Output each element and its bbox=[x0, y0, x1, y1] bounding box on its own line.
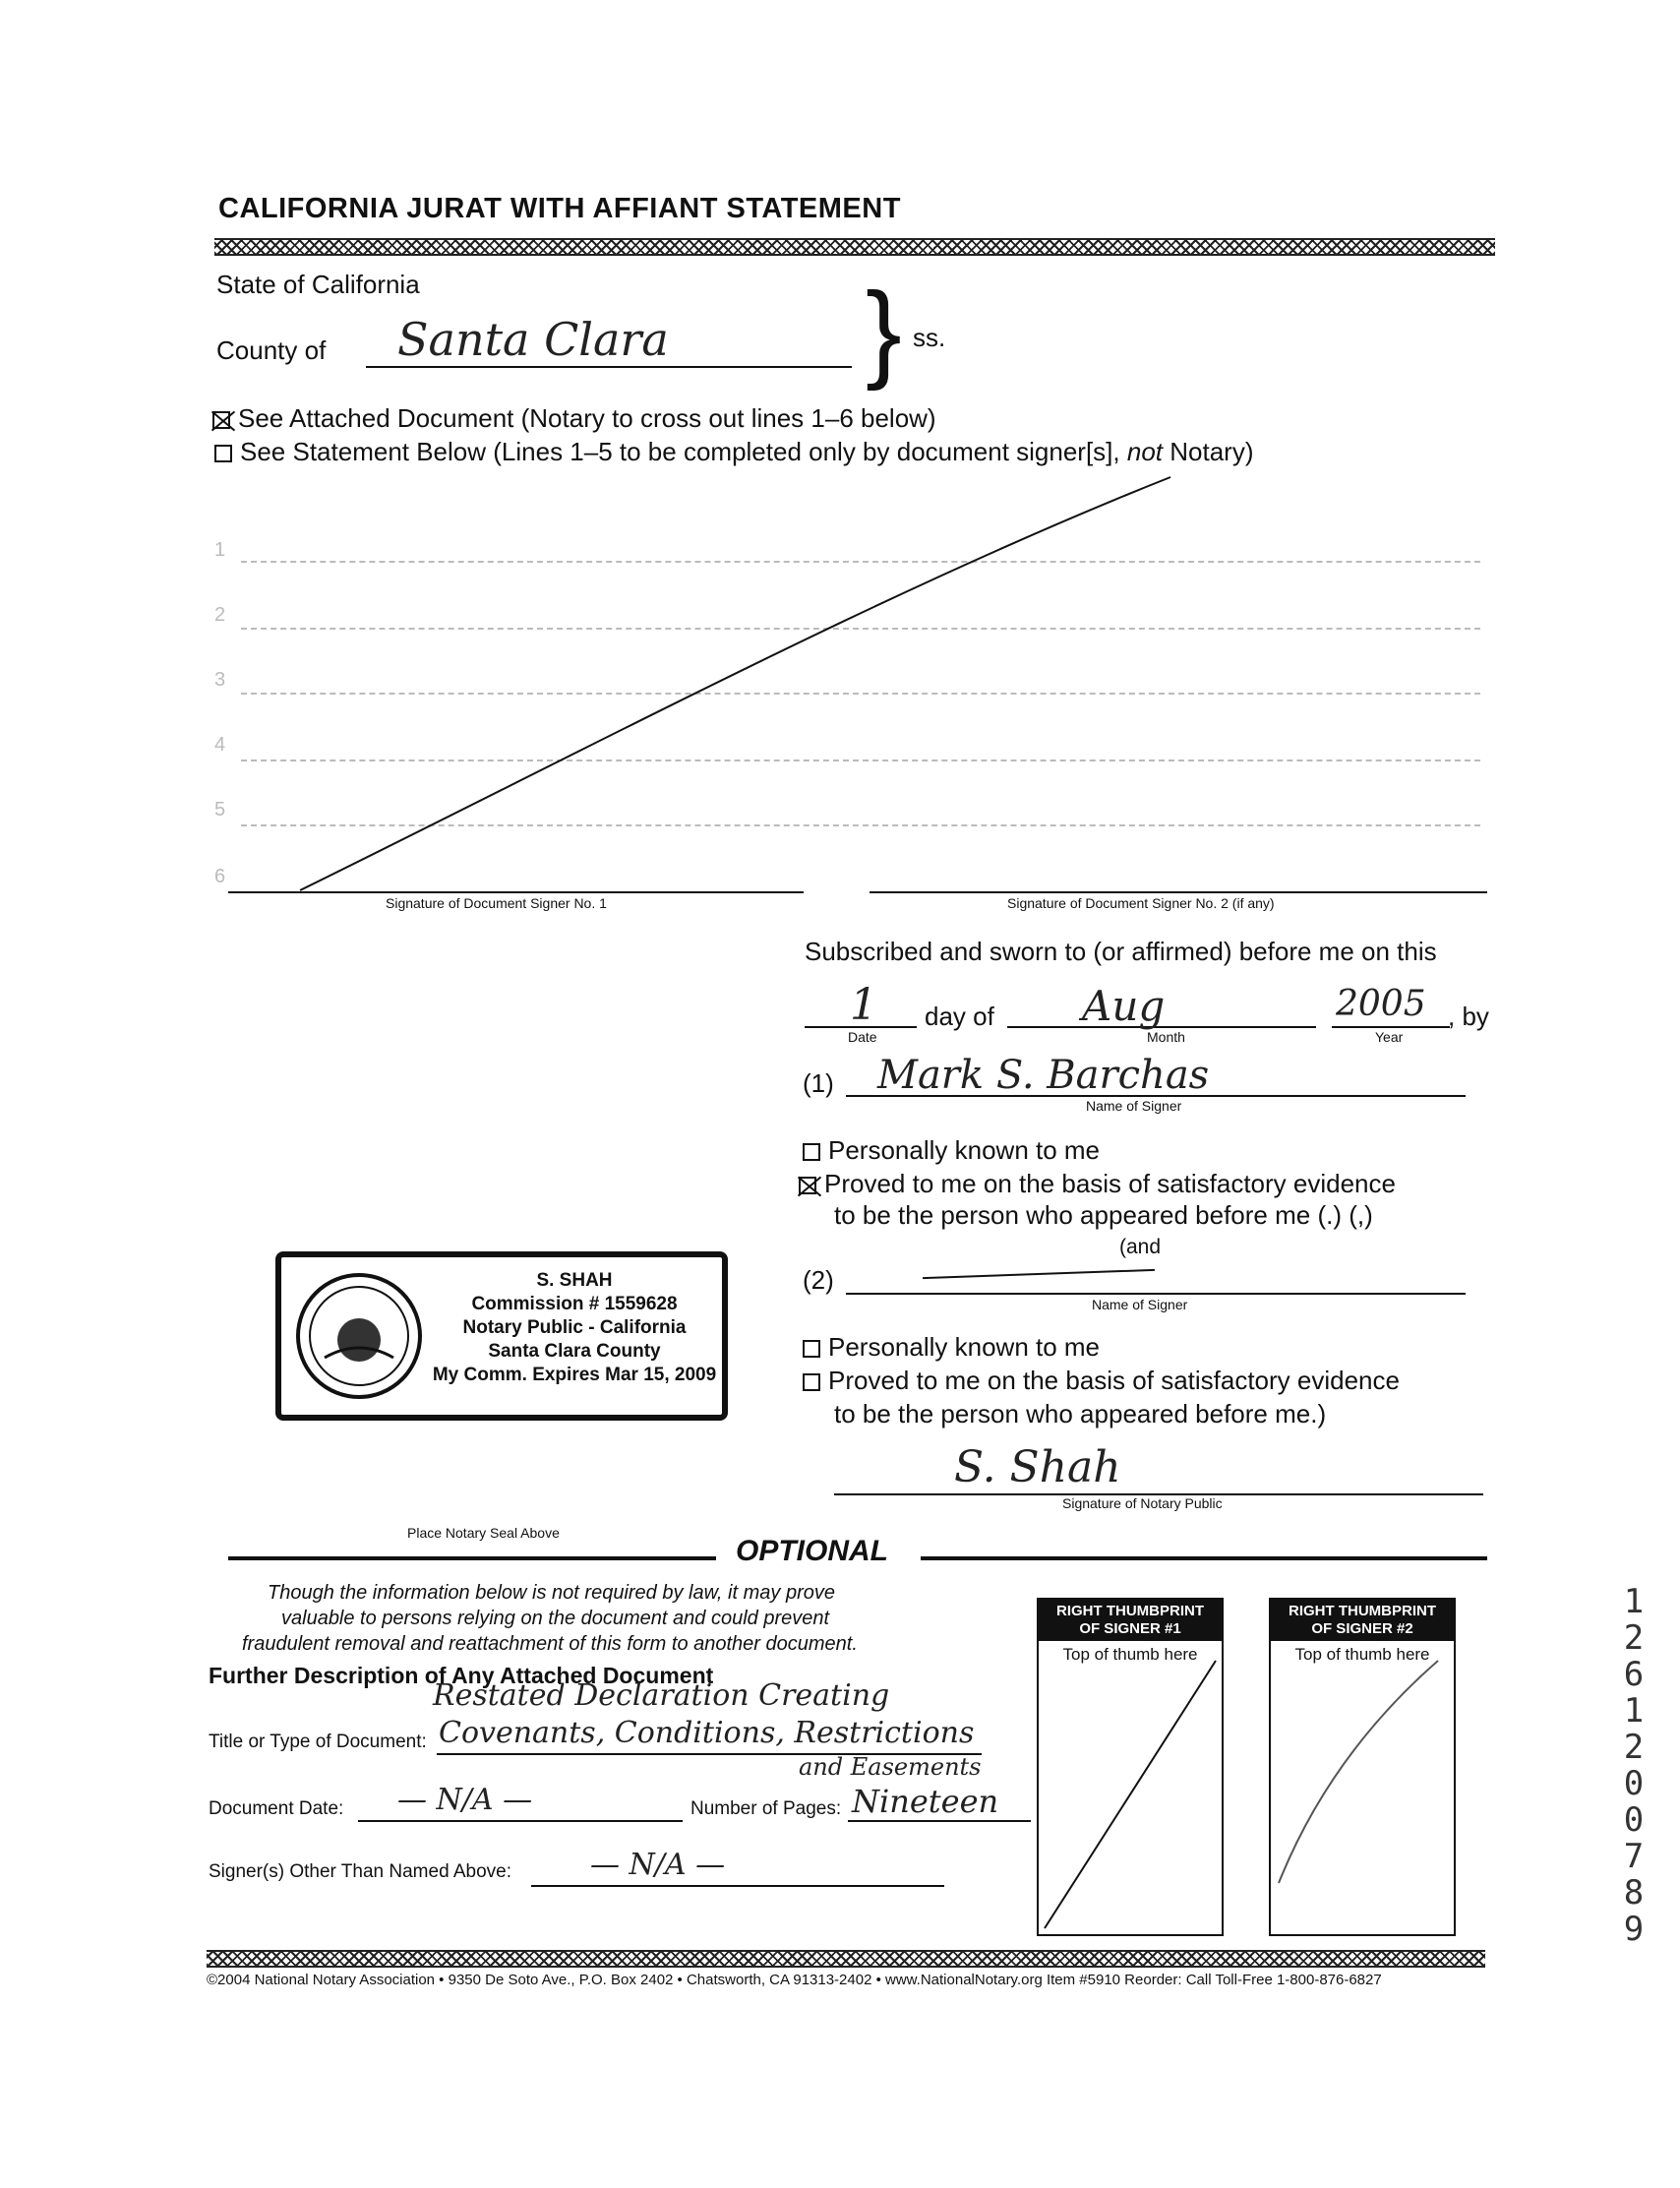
thumbprint-box-2[interactable] bbox=[1269, 1598, 1456, 1936]
year-line bbox=[1332, 1026, 1450, 1028]
date-caption: Date bbox=[848, 1029, 877, 1045]
proved-2 bbox=[803, 1366, 1400, 1396]
seal-title: Notary Public - California bbox=[462, 1317, 687, 1338]
thumbprint-box-1[interactable] bbox=[1037, 1598, 1224, 1936]
optional-rule-left bbox=[228, 1556, 716, 1560]
ss-label: ss. bbox=[913, 323, 946, 352]
thumbprint-1-cross-stroke bbox=[1039, 1647, 1222, 1936]
thumbprint-2-header-line2: OF SIGNER #2 bbox=[1311, 1620, 1413, 1637]
checkbox-personally-known-1[interactable] bbox=[803, 1143, 820, 1161]
signer2-name-line bbox=[846, 1293, 1466, 1295]
personally-known-1 bbox=[803, 1135, 1100, 1166]
line-number-2: 2 bbox=[214, 604, 226, 626]
optional-note-1: Though the information below is not required by law, it may prove bbox=[268, 1582, 835, 1604]
california-seal-icon bbox=[295, 1269, 423, 1403]
line-number-6: 6 bbox=[214, 866, 226, 887]
side-document-number: 1 2 6 1 2 0 0 7 8 9 bbox=[1623, 1582, 1645, 1949]
other-signers-field[interactable]: — N/A — bbox=[590, 1848, 726, 1882]
signer2-dash-stroke bbox=[923, 1269, 1155, 1279]
thumbprint-2-header-line1: RIGHT THUMBPRINT bbox=[1289, 1603, 1436, 1619]
option-statement-prefix: See Statement Below (Lines 1–5 to be completed only by document signer[s], bbox=[240, 437, 1127, 466]
seal-expires: My Comm. Expires Mar 15, 2009 bbox=[432, 1365, 717, 1385]
brace-icon: } bbox=[866, 271, 902, 392]
decorative-border-bottom bbox=[207, 1950, 1485, 1968]
further-description-heading: Further Description of Any Attached Document bbox=[209, 1663, 714, 1688]
other-signers-label: Signer(s) Other Than Named Above: bbox=[209, 1861, 512, 1882]
proved-1-label: Proved to me on the basis of satisfactory evidence bbox=[824, 1169, 1396, 1198]
doc-title-label: Title or Type of Document: bbox=[209, 1732, 427, 1752]
line-number-5: 5 bbox=[214, 799, 226, 820]
thumbprint-2-cross-stroke bbox=[1271, 1647, 1454, 1936]
option-attached-label: See Attached Document (Notary to cross out lines 1–6 below) bbox=[238, 403, 936, 433]
thumbprint-2-sub: Top of thumb here bbox=[1294, 1645, 1430, 1664]
and-text: (and bbox=[1119, 1236, 1162, 1258]
option-statement-italic: not bbox=[1126, 437, 1164, 466]
signer2-signature-line bbox=[870, 891, 1487, 893]
year-caption: Year bbox=[1375, 1029, 1404, 1045]
thumbprint-2-header bbox=[1271, 1600, 1454, 1641]
county-label: County of bbox=[216, 335, 327, 365]
year-field[interactable]: 2005 bbox=[1336, 984, 1426, 1024]
state-label: State of California bbox=[216, 270, 420, 299]
seal-county: Santa Clara County bbox=[488, 1341, 661, 1362]
personally-known-1-label: Personally known to me bbox=[828, 1135, 1101, 1165]
form-title: CALIFORNIA JURAT WITH AFFIANT STATEMENT bbox=[218, 193, 901, 224]
day-of-label: day of bbox=[925, 1002, 994, 1031]
by-label: , by bbox=[1448, 1002, 1489, 1031]
line-number-4: 4 bbox=[214, 734, 226, 756]
doc-date-field[interactable]: — N/A — bbox=[397, 1783, 533, 1817]
thumbprint-1-header bbox=[1039, 1600, 1222, 1641]
doc-date-label: Document Date: bbox=[209, 1798, 344, 1819]
signer1-prefix: (1) bbox=[803, 1068, 834, 1098]
seal-text-block bbox=[427, 1269, 722, 1387]
optional-heading: OPTIONAL bbox=[736, 1535, 888, 1567]
line-number-3: 3 bbox=[214, 669, 226, 691]
optional-note-3: fraudulent removal and reattachment of this form to another document. bbox=[242, 1633, 858, 1655]
thumbprint-1-header-line1: RIGHT THUMBPRINT bbox=[1056, 1603, 1204, 1619]
doc-title-line-3[interactable]: and Easements bbox=[799, 1753, 982, 1781]
checkbox-personally-known-2[interactable] bbox=[803, 1340, 820, 1358]
notary-signature[interactable]: S. Shah bbox=[954, 1442, 1121, 1492]
signer1-signature-line bbox=[228, 891, 804, 893]
notary-seal bbox=[275, 1251, 728, 1421]
optional-rule-right bbox=[921, 1556, 1487, 1560]
proved-1-continued: to be the person who appeared before me (.) (,) bbox=[834, 1200, 1373, 1230]
personally-known-2 bbox=[803, 1332, 1100, 1363]
checkbox-proved-2[interactable] bbox=[803, 1373, 820, 1391]
signer2-caption: Signature of Document Signer No. 2 (if any) bbox=[1007, 895, 1275, 911]
month-field[interactable]: Aug bbox=[1082, 982, 1166, 1030]
other-signers-line bbox=[531, 1885, 944, 1887]
thumbprint-1-header-line2: OF SIGNER #1 bbox=[1079, 1620, 1181, 1637]
footer-text: ©2004 National Notary Association • 9350 De Soto Ave., P.O. Box 2402 • Chatsworth, CA 91313-2402 • www.NationalNotary.org Item #5910 Reorder: Call Toll-Free 1-800-876-6827 bbox=[207, 1972, 1382, 1988]
signer2-name-caption: Name of Signer bbox=[1092, 1297, 1188, 1312]
month-caption: Month bbox=[1147, 1029, 1185, 1045]
doc-title-line-2[interactable]: Covenants, Conditions, Restrictions bbox=[439, 1716, 975, 1750]
seal-commission: Commission # 1559628 bbox=[471, 1294, 678, 1314]
pages-label: Number of Pages: bbox=[690, 1798, 842, 1819]
signer1-caption: Signature of Document Signer No. 1 bbox=[386, 895, 607, 911]
option-statement-suffix: Notary) bbox=[1163, 437, 1254, 466]
checkbox-proved-1[interactable] bbox=[799, 1177, 816, 1194]
personally-known-2-label: Personally known to me bbox=[828, 1332, 1101, 1362]
pages-field[interactable]: Nineteen bbox=[852, 1783, 999, 1820]
doc-date-line bbox=[358, 1820, 683, 1822]
cross-out-stroke bbox=[0, 0, 1680, 984]
pages-line bbox=[848, 1820, 1031, 1822]
notary-caption: Signature of Notary Public bbox=[1062, 1495, 1223, 1511]
doc-title-line-1[interactable]: Restated Declaration Creating bbox=[433, 1678, 890, 1713]
proved-1 bbox=[799, 1169, 1396, 1199]
thumbprint-1-sub: Top of thumb here bbox=[1062, 1645, 1198, 1664]
optional-note-2: valuable to persons relying on the document and could prevent bbox=[281, 1608, 830, 1629]
date-field[interactable]: 1 bbox=[850, 980, 877, 1030]
county-field[interactable]: Santa Clara bbox=[397, 313, 669, 366]
signer1-name-caption: Name of Signer bbox=[1086, 1098, 1182, 1114]
line-number-1: 1 bbox=[214, 539, 226, 561]
proved-2-continued: to be the person who appeared before me.) bbox=[834, 1399, 1327, 1428]
seal-name: S. SHAH bbox=[536, 1270, 613, 1291]
signer1-name-field[interactable]: Mark S. Barchas bbox=[877, 1053, 1210, 1098]
sworn-text: Subscribed and sworn to (or affirmed) before me on this bbox=[805, 937, 1437, 966]
seal-caption: Place Notary Seal Above bbox=[407, 1525, 560, 1541]
signer2-prefix: (2) bbox=[803, 1265, 834, 1295]
proved-2-label: Proved to me on the basis of satisfactory evidence bbox=[828, 1366, 1400, 1395]
